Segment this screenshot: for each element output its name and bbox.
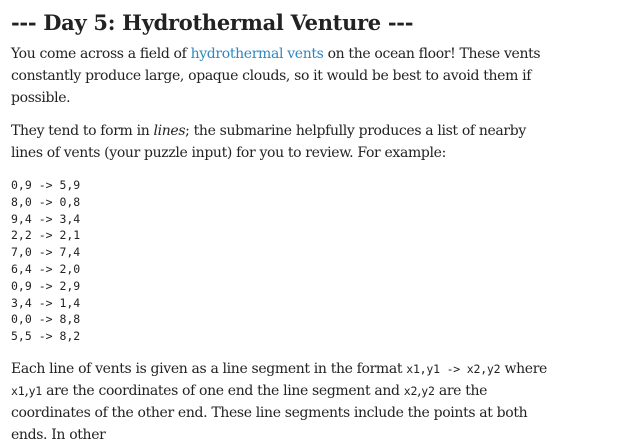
example-line: 9,4 -> 3,4	[11, 211, 81, 226]
lines-emphasis: lines	[153, 123, 186, 139]
puzzle-article	[11, 9, 551, 446]
example-line: 7,0 -> 7,4	[11, 245, 81, 260]
example-line: 0,9 -> 5,9	[11, 178, 81, 192]
x1-code: x1	[11, 383, 25, 398]
example-line: 3,4 -> 1,4	[11, 295, 81, 310]
lines-paragraph	[11, 120, 551, 164]
hydrothermal-vents-link[interactable]: hydrothermal vents	[190, 46, 324, 62]
format-code: x1,y1 -> x2,y2	[406, 361, 501, 376]
format-paragraph	[11, 358, 551, 446]
format-text-2: where	[500, 360, 547, 377]
y2-code: y2	[421, 383, 435, 398]
x2-code: x2	[403, 383, 418, 398]
example-line: 6,4 -> 2,0	[11, 261, 81, 276]
y1-code: y1	[28, 383, 43, 398]
example-line: 2,2 -> 2,1	[11, 228, 81, 243]
example-line: 0,0 -> 8,8	[11, 312, 81, 327]
format-text-1: Each line of vents is given as a line segment in the format	[11, 360, 407, 377]
lines-text-end: ; the submarine helpfully produces a list of nearby lines of vents (your puzzle input) for you to review. For example:	[11, 123, 526, 161]
example-line: 8,0 -> 0,8	[11, 194, 81, 209]
comma-text: ,	[417, 382, 422, 399]
intro-paragraph	[11, 43, 551, 109]
intro-text-start: You come across a field of	[11, 46, 191, 62]
example-input-block	[11, 177, 551, 345]
page-title: --- Day 5: Hydrothermal Venture ---	[11, 10, 414, 35]
example-line: 5,5 -> 8,2	[11, 329, 81, 344]
example-line: 0,9 -> 2,9	[11, 278, 81, 293]
format-text-4: are the coordinates of the other end. These line segments include the points at both ends. In other	[11, 382, 528, 443]
lines-text-start: They tend to form in	[11, 123, 154, 139]
comma-text: ,	[24, 382, 29, 399]
format-text-3: are the coordinates of one end the line segment and	[42, 382, 404, 399]
intro-text-end: on the ocean floor! These vents constantly produce large, opaque clouds, so it would be best to avoid them if possible.	[11, 46, 541, 106]
